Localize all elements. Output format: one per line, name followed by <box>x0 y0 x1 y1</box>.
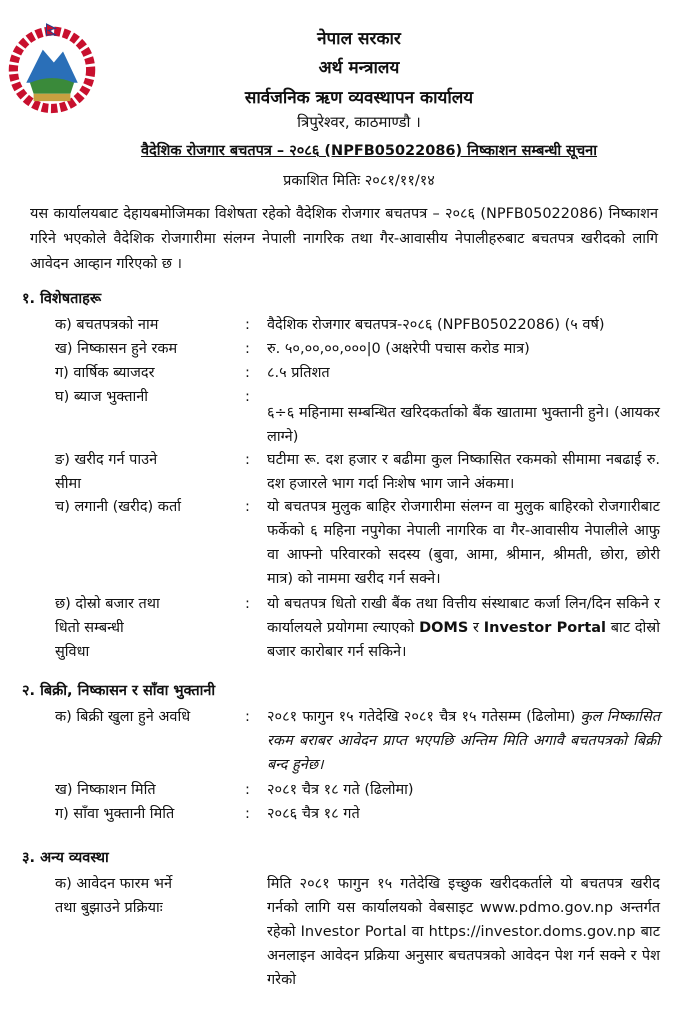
row-colon: : <box>245 782 250 798</box>
row-value <box>267 592 660 664</box>
header-ministry: अर्थ मन्त्रालय <box>318 58 400 78</box>
value-text: २०८१ फागुन १५ गतेदेखि २०८१ चैत्र १५ गतेसम्म (ढिलोमा) <box>267 709 581 725</box>
row-value: ६÷६ महिनामा सम्बन्धित खरिदकर्ताको बैंक खातामा भुक्तानी हुने। (आयकर लाग्ने) <box>267 405 660 445</box>
sale-row-issue-date <box>55 778 660 802</box>
row-value: २०८६ चैत्र १८ गते <box>267 806 360 822</box>
row-value: २०८१ चैत्र १८ गते (ढिलोमा) <box>267 782 414 798</box>
spec-row-secondary-market <box>55 592 660 664</box>
row-label: क) बिक्री खुला हुने अवधि <box>55 709 191 725</box>
row-label: क) बचतपत्रको नाम <box>55 317 159 333</box>
value-note: कुल निष्कासित रकम बराबर आवेदन प्राप्त भएपछि अन्तिम मिति अगावै बचतपत्रको बिक्री बन्द हुनेछ। <box>267 709 661 773</box>
investor-portal-text: Investor Portal <box>483 620 607 636</box>
row-colon: : <box>245 452 250 468</box>
other-row-application <box>55 872 660 992</box>
row-colon: : <box>245 806 250 822</box>
row-label: ख) निष्काशन मिति <box>55 782 156 798</box>
notice-title-text: वैदेशिक रोजगार बचतपत्र – २०८६ (NPFB05022086) निष्काशन सम्बन्धी सूचना <box>140 143 597 159</box>
row-label: घ) ब्याज भुक्तानी <box>55 389 149 405</box>
spec-row-purchase-limit <box>55 448 660 496</box>
header-address: त्रिपुरेश्वर, काठमाण्डौ । <box>297 113 421 131</box>
value-text: बाट दोस्रो बजार कारोबार गर्न सकिने। <box>267 620 661 660</box>
spec-row-amount <box>55 337 660 361</box>
row-colon: : <box>245 365 250 381</box>
sale-row-period <box>55 705 660 777</box>
section-heading-1: १. विशेषताहरू <box>22 291 102 307</box>
row-colon: : <box>245 341 250 357</box>
section-heading-2: २. बिक्री, निष्कासन र साँवा भुक्तानी <box>22 683 216 699</box>
header-office: सार्वजनिक ऋण व्यवस्थापन कार्यालय <box>244 88 474 108</box>
row-colon: : <box>245 389 250 405</box>
sale-row-maturity-date <box>55 802 660 826</box>
row-label: छ) दोस्रो बजार तथा धितो सम्बन्धी सुविधा <box>55 596 160 660</box>
row-value: वैदेशिक रोजगार बचतपत्र-२०८६ (NPFB05022086) (५ वर्ष) <box>267 317 605 333</box>
spec-row-interest-payment <box>55 385 660 449</box>
row-label: क) आवेदन फारम भर्ने तथा बुझाउने प्रक्रियाः <box>55 876 173 916</box>
row-label: ग) साँवा भुक्तानी मिति <box>55 806 175 822</box>
doms-text: DOMS <box>419 620 469 636</box>
spec-row-name <box>55 313 660 337</box>
value-text: र <box>468 620 484 636</box>
spec-row-interest-rate <box>55 361 660 385</box>
row-value: ८.५ प्रतिशत <box>267 365 330 381</box>
row-colon: : <box>245 596 250 612</box>
row-label: ख) निष्कासन हुने रकम <box>55 341 178 357</box>
intro-paragraph: यस कार्यालयबाट देहायबमोजिमका विशेषता रहेको वैदेशिक रोजगार बचतपत्र – २०८६ (NPFB05022086) निष्काशन गरिने भएकोले वैदेशिक रोजगारीमा संलग्न नेपाली नागरिक तथा गैर-आवासीय नेपालीहरुबाट बचतपत्र खरीदको लागि आवेदन आव्हान गरिएको छ । <box>30 206 658 272</box>
row-value: यो बचतपत्र मुलुक बाहिर रोजगारीमा संलग्न वा मुलुक बाहिरको रोजगारीबाट फर्केको ६ महिना नपुगेका नेपाली नागरिक वा गैर-आवासीय नेपालीले आफु वा आफ्नो परिवारको सदस्य (बुवा, आमा, श्रीमान, श्रीमती, छोरा, छोरी मात्र) को नाममा खरीद गर्न सक्ने। <box>267 499 660 587</box>
header-government: नेपाल सरकार <box>317 29 401 49</box>
row-label: ङ) खरीद गर्न पाउने सीमा <box>55 452 158 492</box>
row-colon: : <box>245 317 250 333</box>
row-colon <box>245 872 267 992</box>
row-value: मिति २०८१ फागुन १५ गतेदेखि इच्छुक खरीदकर्ताले यो बचतपत्र खरीद गर्नको लागि यस कार्यालयको वेबसाइट www.pdmo.gov.np अन्तर्गत रहेको Investor Portal वा https://investor.doms.gov.np बाट अनलाइन आवेदन प्रक्रिया अनुसार बचतपत्रको आवेदन पेश गर्न सक्ने र पेश गरेको <box>267 876 660 988</box>
notice-title <box>0 140 678 160</box>
section-heading-3: ३. अन्य व्यवस्था <box>22 850 109 866</box>
row-colon: : <box>245 709 250 725</box>
row-value <box>267 705 660 777</box>
row-value: रु. ५०,००,००,०००|0 (अक्षरेपी पचास करोड मात्र) <box>267 341 530 357</box>
spec-row-investor <box>55 495 660 591</box>
published-date: प्रकाशित मितिः २०८१/११/१४ <box>283 173 435 189</box>
row-label: च) लगानी (खरीद) कर्ता <box>55 499 181 515</box>
row-colon: : <box>245 499 250 515</box>
row-value: घटीमा रू. दश हजार र बढीमा कुल निष्कासित रकमको सीमामा नबढाई रु. दश हजारले भाग गर्दा निःशेष भाग जाने अंकमा। <box>267 452 660 492</box>
value-text: यो बचतपत्र धितो राखी बैंक तथा वित्तीय संस्थाबाट कर्जा लिन/दिन सकिने र कार्यालयले प्रयोगमा ल्याएको <box>267 596 660 636</box>
row-label: ग) वार्षिक ब्याजदर <box>55 365 155 381</box>
